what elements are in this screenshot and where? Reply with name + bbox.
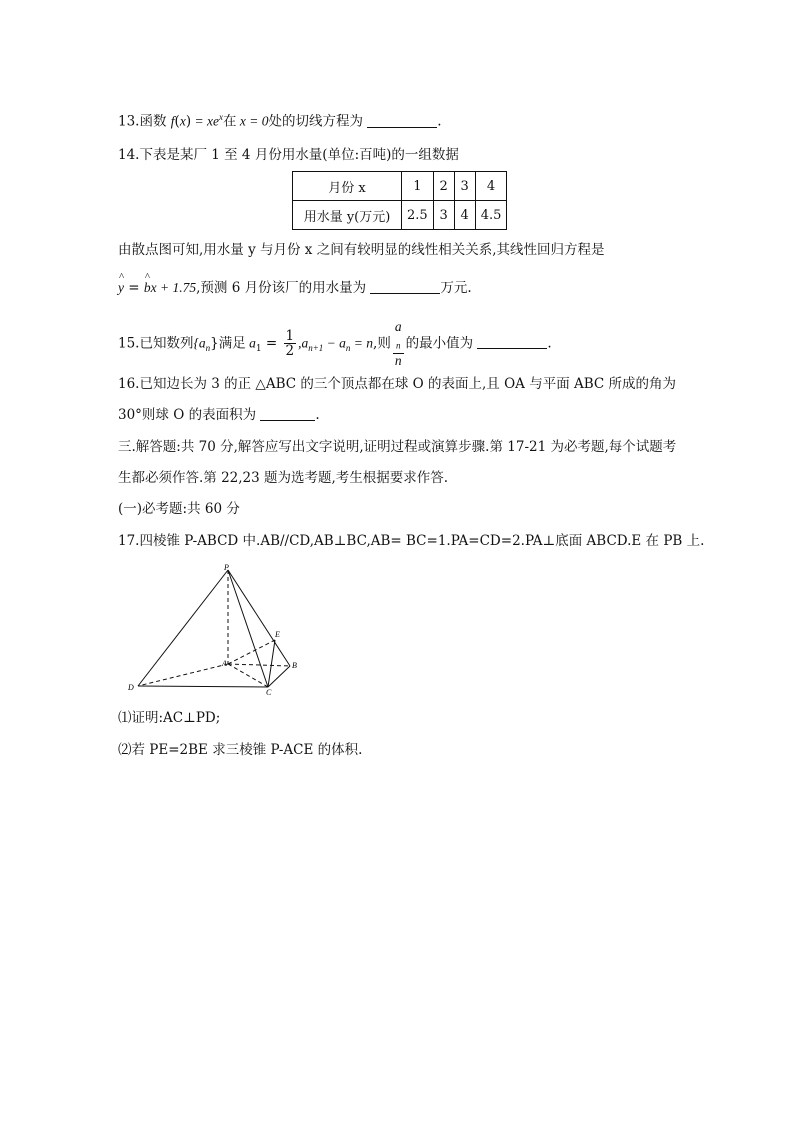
label-P: P — [224, 563, 229, 572]
table-cell: 4.5 — [475, 201, 507, 230]
edge-PB — [228, 570, 290, 666]
table-header-usage: 用水量 y(万元) — [293, 201, 402, 230]
section-3-line1: 三.解答题:共 70 分,解答应写出文字说明,证明过程或演算步骤.第 17-21 为必考题,每个试题考 — [118, 439, 677, 455]
table-row — [293, 201, 507, 230]
table-row — [293, 172, 507, 201]
edge-AC — [228, 664, 268, 687]
table-cell: 3 — [433, 201, 454, 230]
question-17-part1: ⑴证明:AC⊥PD; — [118, 710, 221, 726]
table-cell: 1 — [402, 172, 434, 201]
water-usage-table — [292, 171, 507, 230]
table-cell: 2 — [433, 172, 454, 201]
fraction-an-over-n: a $_n$ n — [394, 319, 402, 368]
fraction-one-half: $\frac{1}{2}$ — [285, 328, 295, 360]
pyramid-figure — [118, 560, 318, 700]
edge-CB — [268, 666, 290, 687]
label-C: C — [266, 688, 272, 697]
edge-PD — [138, 570, 228, 686]
label-D: D — [128, 683, 134, 692]
edge-AB — [228, 664, 290, 666]
label-B: B — [292, 661, 297, 670]
edge-AE — [228, 640, 275, 664]
question-14-regression: ^ y = ^ bx + 1.75,预测 6 月份该厂的用水量为 万元. — [118, 278, 472, 298]
question-17-stem: 17.四棱锥 P-ABCD 中.AB//CD,AB⊥BC,AB= BC=1.PA=CD=2.PA⊥底面 ABCD.E 在 PB 上. — [118, 533, 705, 549]
section-3-subheading: (一)必考题:共 60 分 — [118, 501, 240, 517]
answer-blank-14[interactable] — [370, 279, 440, 294]
question-17-part2: ⑵若 PE=2BE 求三棱锥 P-ACE 的体积. — [118, 742, 363, 758]
question-16-line2: 30°则球 O 的表面积为 . — [118, 407, 320, 423]
table-cell: 3 — [454, 172, 475, 201]
answer-blank-16[interactable] — [260, 406, 315, 421]
table-cell: 2.5 — [402, 201, 434, 230]
label-A: A — [222, 659, 227, 668]
section-3-line2: 生都必须作答.第 22,23 题为选考题,考生根据要求作答. — [118, 470, 449, 486]
label-E: E — [275, 630, 280, 639]
edge-DC — [138, 686, 268, 687]
question-13: 13.函数 $f(x) = xe^x$在 x = 0处的切线方程为 . — [118, 112, 442, 130]
edge-PC — [228, 570, 268, 687]
answer-blank-15[interactable] — [477, 334, 547, 349]
edge-CE — [268, 640, 275, 687]
question-15: 15.已知数列$\{a_n\}$满足 $a_1$ = $\frac{1}{2}$ $,a_{n+1} - a_n = n$,则 a $_n$ n 的最小值为 . — [118, 319, 552, 368]
table-cell: 4 — [475, 172, 507, 201]
answer-blank-13[interactable] — [367, 113, 437, 128]
table-cell: 4 — [454, 201, 475, 230]
table-header-month: 月份 x — [293, 172, 402, 201]
question-16-line1: 16.已知边长为 3 的正 △ABC 的三个顶点都在球 O 的表面上,且 OA 与平面 ABC 所成的角为 — [118, 376, 677, 392]
edge-AD — [138, 664, 228, 686]
question-14-intro: 14.下表是某厂 1 至 4 月份用水量(单位:百吨)的一组数据 — [118, 147, 459, 163]
question-14-text: 由散点图可知,用水量 y 与月份 x 之间有较明显的线性相关关系,其线性回归方程是 — [118, 242, 605, 258]
